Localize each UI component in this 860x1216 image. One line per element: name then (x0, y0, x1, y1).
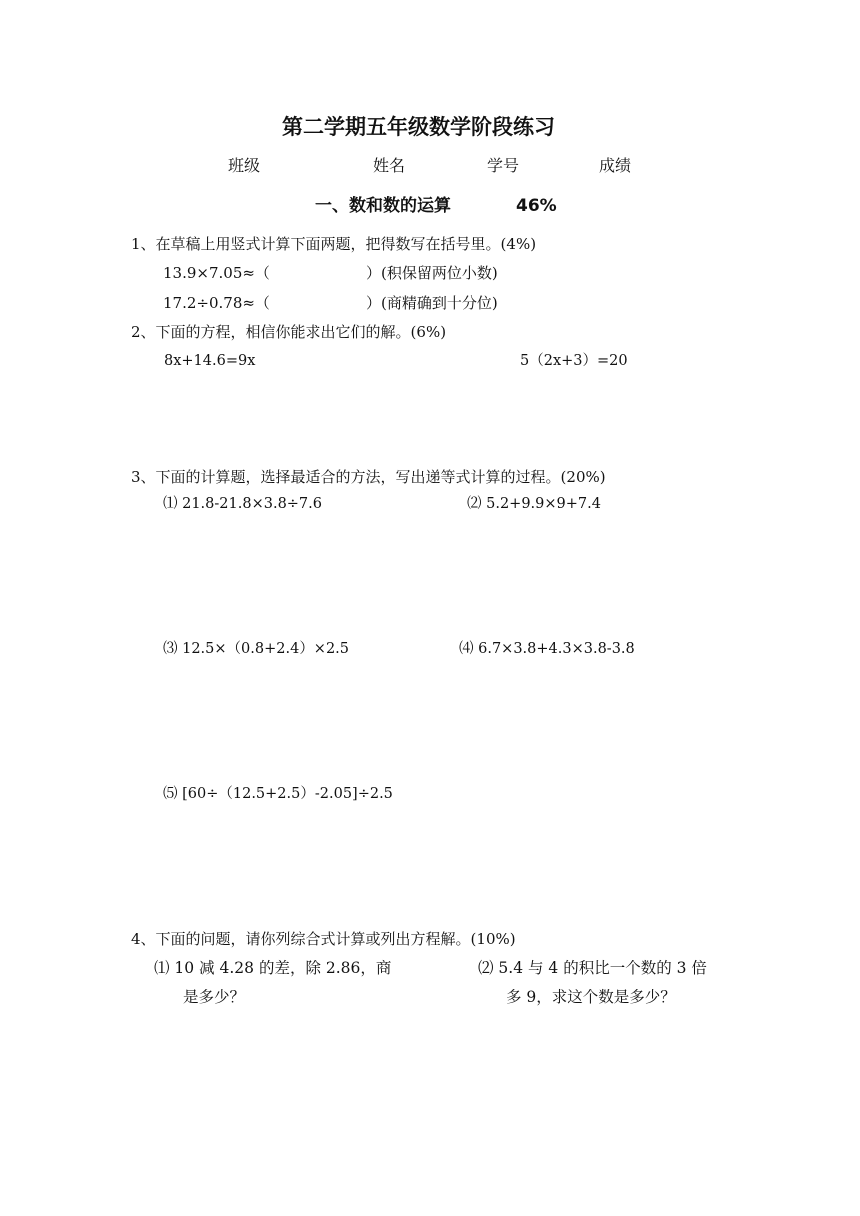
section-title: 一、数和数的运算 (315, 196, 451, 216)
question-1-item-1-note: ）(积保留两位小数) (366, 264, 498, 282)
question-2-equation-1: 8x+14.6=9x (164, 353, 256, 369)
question-3-item-4: ⑷ 6.7×3.8+4.3×3.8-3.8 (459, 641, 635, 657)
name-label: 姓名 (373, 156, 406, 175)
question-2-equation-2: 5（2x+3）=20 (520, 353, 628, 369)
question-4-item-1-line-2: 是多少？ (183, 988, 246, 1006)
question-4-text: 4、下面的问题，请你列综合式计算或列出方程解。(10%) (131, 930, 516, 948)
section-percent: 46% (516, 196, 557, 216)
question-1-item-1-expression: 13.9×7.05≈（ (163, 264, 270, 282)
class-label: 班级 (228, 156, 261, 175)
question-3-item-2: ⑵ 5.2+9.9×9+7.4 (467, 496, 601, 512)
question-3-item-5: ⑸ [60÷（12.5+2.5）-2.05]÷2.5 (163, 786, 393, 802)
question-3-text: 3、下面的计算题，选择最适合的方法，写出递等式计算的过程。(20%) (131, 468, 606, 486)
score-label: 成绩 (599, 156, 632, 175)
question-3-item-3: ⑶ 12.5×（0.8+2.4）×2.5 (163, 641, 350, 657)
page-title: 第二学期五年级数学阶段练习 (282, 115, 555, 139)
question-2-text: 2、下面的方程，相信你能求出它们的解。(6%) (131, 323, 447, 341)
question-4-item-1-line-1: ⑴ 10 减 4.28 的差，除 2.86，商 (154, 959, 392, 977)
question-1-item-2-expression: 17.2÷0.78≈（ (163, 294, 270, 312)
question-1-item-2-note: ）(商精确到十分位) (366, 294, 498, 312)
question-3-item-1: ⑴ 21.8-21.8×3.8÷7.6 (163, 496, 322, 512)
question-4-item-2-line-2: 多 9，求这个数是多少？ (506, 988, 676, 1006)
question-1-text: 1、在草稿上用竖式计算下面两题，把得数写在括号里。(4%) (131, 235, 537, 253)
question-4-item-2-line-1: ⑵ 5.4 与 4 的积比一个数的 3 倍 (478, 959, 707, 977)
student-number-label: 学号 (487, 156, 520, 175)
